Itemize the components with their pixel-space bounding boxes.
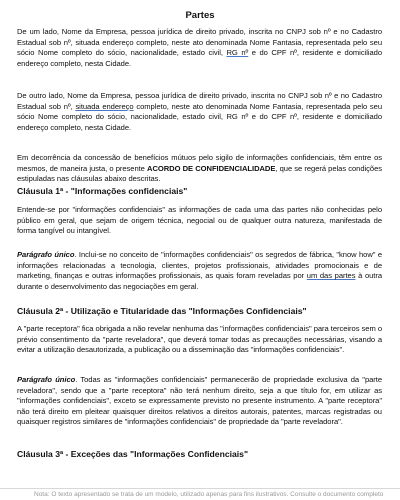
parties-link: um das partes: [306, 271, 356, 281]
clause-2-paragraph: Parágrafo único. Todas as "informações confidenciais" permanecerão de propriedade exclusiva da "parte reveladora", sendo que a "parte receptora" não terá nenhum direito, seja a que título for, em utilizar as "informações confidenciais", exceto se expressamente previsto no presente instrumento. A "parte receptora" não terá direito em pleitear quaisquer direitos relativos a direitos autorais, patentes, marcas registradas ou quaisquer registros similares de "informações confidenciais" de propriedade da "parte reveladora".: [17, 375, 383, 427]
agreement-title: ACORDO DE CONFIDENCIALIDADE: [147, 163, 276, 173]
paragraph-party-one: De um lado, Nome da Empresa, pessoa jurídica de direito privado, inscrita no CNPJ sob nº e no Cadastro Estadual sob nº, situada endereço completo, neste ato denominada Nome Fantasia, representada pelo seu sócio Nome completo do sócio, nacionalidade, estado civil, RG nº e do CPF nº, residente e domiciliado endereço completo, nesta Cidade.: [17, 27, 382, 68]
paragraph-label: Parágrafo único: [17, 250, 75, 259]
paragraph-label: Parágrafo único: [17, 375, 76, 384]
section-title: Partes: [185, 10, 215, 21]
clause-1-text: Entende-se por "informações confidenciais" as informações de cada uma das partes não conhecidas pelo público em geral, que sejam de origem técnica, negocial ou de qualquer outra natureza, manifestada de forma tangível ou intangível.: [17, 205, 382, 236]
paragraph-agreement: Em decorrência da concessão de benefícios mútuos pelo sigilo de informações confidenciais, têm entre os mesmos, de maneira justa, o presente ACORDO DE CONFIDENCIALIDADE, que se regerá pelas condições estipuladas nas cláusulas abaixo descritas.: [17, 153, 382, 184]
address-link: situada endereço: [75, 101, 134, 111]
clause-3-heading: Cláusula 3ª - Exceções das "Informações Confidenciais": [17, 449, 249, 459]
paragraph-party-two: De outro lado, Nome da Empresa, pessoa jurídica de direito privado, inscrita no CNPJ sob nº e no Cadastro Estadual sob nº, situada endereço completo, neste ato denominada Nome Fantasia, representada pelo seu sócio Nome completo do sócio, nacionalidade, estado civil, RG nº e do CPF nº, residente e domiciliado endereço completo, nesta Cidade.: [17, 91, 383, 132]
clause-1-heading: Cláusula 1ª - "Informações confidenciais": [17, 186, 188, 196]
rg-link: RG nº: [226, 48, 249, 58]
clause-1-paragraph: Parágrafo único. Inclui-se no conceito de "informações confidenciais" os segredos de fábrica, "know how" e informações relacionadas a tecnologia, clientes, projetos profissionais, atividades promocionais e de marketing, finanças e outras informações profissionais, as quais foram reveladas por um das partes à outra durante o desenvolvimento das negociações em geral.: [17, 250, 383, 291]
clause-2-text: A "parte receptora" fica obrigada a não revelar nenhuma das "informações confidenciais" para terceiros sem o prévio consentimento da "parte reveladora", que deverá tomar todas as precauções necessárias, visando a evitar a utilização desautorizada, a publicação ou a disseminação das "informações confidenciais".: [17, 324, 382, 355]
footnote: Nota: O texto apresentado se trata de um modelo, utilizado apenas para fins ilustrativos. Consulte o documento completo: [0, 488, 400, 500]
clause-2-heading: Cláusula 2ª - Utilização e Titularidade das "Informações Confidenciais": [17, 306, 307, 316]
